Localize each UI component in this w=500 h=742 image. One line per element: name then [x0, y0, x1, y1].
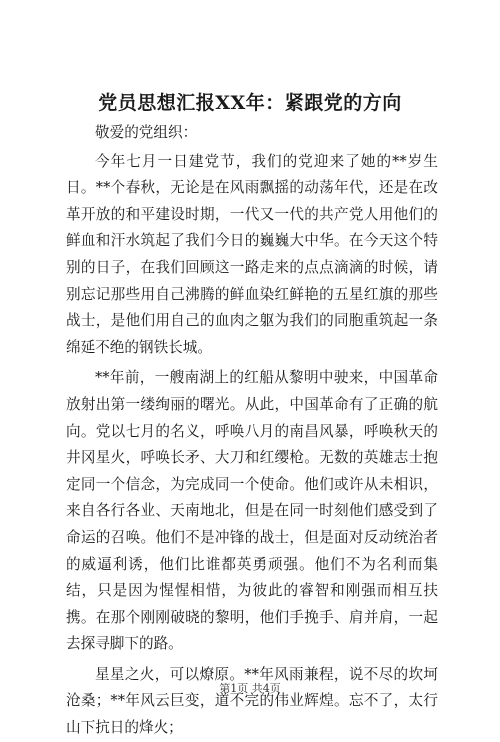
document-body	[66, 120, 438, 742]
paragraph-3: 星星之火，可以燎原。**年风雨兼程，说不尽的坎坷沧桑；**年风云巨变，道不完的伟业辉煌。忘不了，太行山下抗日的烽火；	[66, 665, 438, 737]
paragraph-2: **年前，一艘南湖上的红船从黎明中驶来，中国革命放射出第一缕绚丽的曙光。从此，中国革命有了正确的航向。党以七月的名义，呼唤八月的南昌风暴，呼唤秋天的井冈星火，呼唤长矛、大刀和红缨枪。无数的英雄志士抱定同一个信念，为完成同一个使命。他们或许从未相识，来自各行各业、天南地北，但是在同一时刻他们感受到了命运的召唤。他们不是冲锋的战士，但是面对反动统治者的威逼利诱，他们比谁都英勇顽强。他们不为名利而集结，只是因为惺惺相惜，为彼此的睿智和刚强而相互扶携。在那个刚刚破晓的黎明，他们手挽手、肩并肩，一起去探寻脚下的路。	[66, 369, 438, 653]
page-footer: 第1页 共4页	[219, 682, 281, 695]
paragraph-1: 今年七月一日建党节，我们的党迎来了她的**岁生日。**个春秋，无论是在风雨飘摇的动荡年代，还是在改革开放的和平建设时期，一代又一代的共产党人用他们的鲜血和汗水筑起了我们今日的巍巍大中华。在今天这个特别的日子，在我们回顾这一路走来的点点滴滴的时候，请别忘记那些用自己沸腾的鲜血染红鲜艳的五星红旗的那些战士，是他们用自己的血肉之躯为我们的同胞重筑起一条绵延不绝的钢铁长城。	[66, 152, 438, 356]
greeting: 敬爱的党组织：	[95, 124, 198, 141]
document-title: 党员思想汇报XX年：紧跟党的方向	[98, 92, 402, 114]
